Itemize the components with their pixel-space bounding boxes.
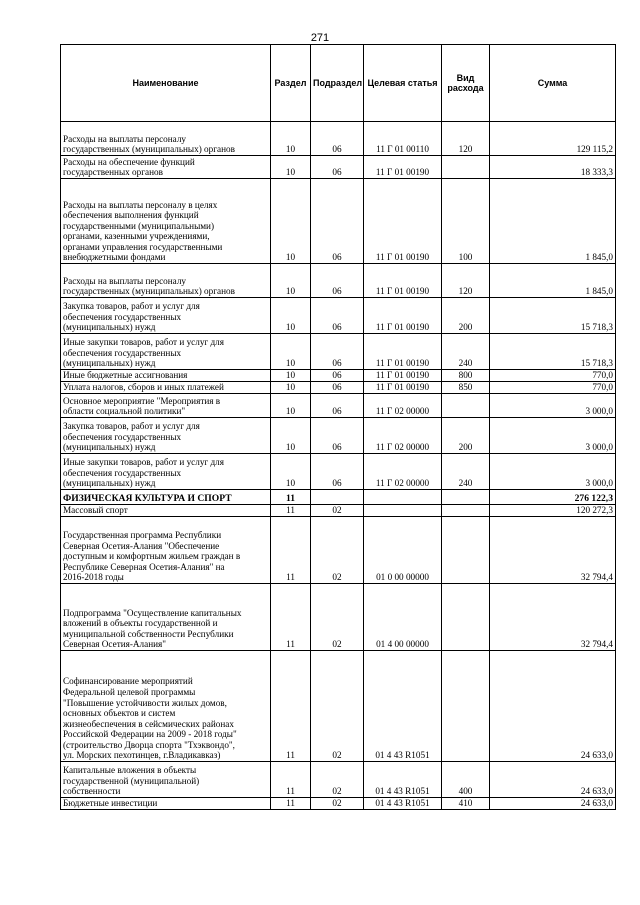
cell-target: 01 4 00 00000 — [364, 584, 442, 651]
cell-subsection: 02 — [311, 798, 364, 810]
header-expense-type: Вид расхода — [442, 45, 490, 122]
cell-sum: 24 633,0 — [490, 651, 616, 762]
cell-sum: 1 845,0 — [490, 179, 616, 264]
cell-name: ФИЗИЧЕСКАЯ КУЛЬТУРА И СПОРТ — [61, 490, 271, 505]
cell-sum: 120 272,3 — [490, 505, 616, 517]
cell-target: 11 Г 01 00190 — [364, 156, 442, 179]
cell-section: 11 — [271, 584, 311, 651]
cell-subsection: 06 — [311, 122, 364, 156]
cell-target: 01 0 00 00000 — [364, 517, 442, 584]
table-row — [61, 651, 616, 762]
cell-target: 11 Г 01 00110 — [364, 122, 442, 156]
cell-expense-type: 120 — [442, 264, 490, 298]
cell-subsection: 06 — [311, 418, 364, 454]
cell-subsection: 06 — [311, 264, 364, 298]
cell-sum: 32 794,4 — [490, 584, 616, 651]
cell-expense-type: 100 — [442, 179, 490, 264]
cell-expense-type: 240 — [442, 334, 490, 370]
cell-subsection: 02 — [311, 517, 364, 584]
cell-subsection: 06 — [311, 298, 364, 334]
table-row — [61, 394, 616, 418]
cell-target: 11 Г 02 00000 — [364, 418, 442, 454]
cell-name: Иные закупки товаров, работ и услуг для обеспечения государственных (муниципальных) нужд — [61, 334, 271, 370]
cell-expense-type: 410 — [442, 798, 490, 810]
table-row — [61, 122, 616, 156]
cell-sum: 32 794,4 — [490, 517, 616, 584]
cell-name: Бюджетные инвестиции — [61, 798, 271, 810]
cell-subsection: 06 — [311, 394, 364, 418]
cell-section: 10 — [271, 298, 311, 334]
cell-target: 11 Г 01 00190 — [364, 298, 442, 334]
table-row — [61, 382, 616, 394]
cell-sum: 3 000,0 — [490, 418, 616, 454]
cell-name: Массовый спорт — [61, 505, 271, 517]
cell-sum: 770,0 — [490, 370, 616, 382]
cell-expense-type: 850 — [442, 382, 490, 394]
cell-name: Софинансирование мероприятий Федеральной целевой программы "Повышение устойчивости жилых домов, основных объектов и систем жизнеобеспечения в сейсмических районах Российской Федерации на 2009 - 2018 годы" (строительство Дворца спорта "Тхэквондо", ул. Морских пехотинцев, г.Владикавказ) — [61, 651, 271, 762]
cell-name: Подпрограмма "Осуществление капитальных вложений в объекты государственной и муниципальной собственности Республики Северная Осетия-Алания" — [61, 584, 271, 651]
cell-section: 11 — [271, 798, 311, 810]
table-row — [61, 505, 616, 517]
cell-section: 10 — [271, 454, 311, 490]
cell-name: Расходы на выплаты персоналу государственных (муниципальных) органов — [61, 122, 271, 156]
cell-subsection: 02 — [311, 762, 364, 798]
cell-subsection: 02 — [311, 651, 364, 762]
cell-expense-type: 200 — [442, 418, 490, 454]
cell-expense-type — [442, 490, 490, 505]
header-subsection: Подраздел — [311, 45, 364, 122]
cell-section: 10 — [271, 418, 311, 454]
cell-subsection: 06 — [311, 454, 364, 490]
cell-sum: 24 633,0 — [490, 798, 616, 810]
cell-sum: 129 115,2 — [490, 122, 616, 156]
budget-table — [60, 44, 616, 810]
cell-section: 11 — [271, 490, 311, 505]
cell-target: 01 4 43 R1051 — [364, 798, 442, 810]
cell-subsection: 06 — [311, 179, 364, 264]
cell-sum: 18 333,3 — [490, 156, 616, 179]
cell-target: 11 Г 01 00190 — [364, 179, 442, 264]
cell-subsection: 02 — [311, 505, 364, 517]
cell-section: 10 — [271, 334, 311, 370]
cell-subsection: 02 — [311, 584, 364, 651]
cell-section: 10 — [271, 179, 311, 264]
header-target: Целевая статья — [364, 45, 442, 122]
cell-sum: 15 718,3 — [490, 334, 616, 370]
cell-subsection: 06 — [311, 382, 364, 394]
cell-expense-type: 800 — [442, 370, 490, 382]
cell-target — [364, 490, 442, 505]
cell-expense-type: 240 — [442, 454, 490, 490]
cell-section: 10 — [271, 122, 311, 156]
cell-expense-type: 400 — [442, 762, 490, 798]
table-row — [61, 490, 616, 505]
cell-subsection: 06 — [311, 334, 364, 370]
header-name: Наименование — [61, 45, 271, 122]
cell-expense-type — [442, 517, 490, 584]
cell-sum: 3 000,0 — [490, 454, 616, 490]
cell-expense-type — [442, 505, 490, 517]
cell-target: 11 Г 02 00000 — [364, 394, 442, 418]
cell-section: 11 — [271, 762, 311, 798]
cell-subsection: 06 — [311, 156, 364, 179]
table-row — [61, 370, 616, 382]
cell-target: 11 Г 01 00190 — [364, 370, 442, 382]
cell-sum: 276 122,3 — [490, 490, 616, 505]
table-row — [61, 334, 616, 370]
cell-name: Основное мероприятие "Мероприятия в области социальной политики" — [61, 394, 271, 418]
cell-target: 01 4 43 R1051 — [364, 762, 442, 798]
cell-target: 11 Г 01 00190 — [364, 382, 442, 394]
table-row — [61, 298, 616, 334]
table-header-row — [61, 45, 616, 122]
cell-section: 10 — [271, 370, 311, 382]
cell-subsection — [311, 490, 364, 505]
cell-expense-type: 200 — [442, 298, 490, 334]
cell-target: 01 4 43 R1051 — [364, 651, 442, 762]
header-section: Раздел — [271, 45, 311, 122]
cell-name: Уплата налогов, сборов и иных платежей — [61, 382, 271, 394]
table-row — [61, 454, 616, 490]
cell-section: 11 — [271, 505, 311, 517]
cell-section: 11 — [271, 517, 311, 584]
cell-section: 10 — [271, 156, 311, 179]
cell-expense-type — [442, 156, 490, 179]
table-row — [61, 418, 616, 454]
cell-expense-type — [442, 651, 490, 762]
cell-target: 11 Г 02 00000 — [364, 454, 442, 490]
cell-expense-type — [442, 394, 490, 418]
header-sum: Сумма — [490, 45, 616, 122]
cell-name: Расходы на обеспечение функций государственных органов — [61, 156, 271, 179]
cell-section: 10 — [271, 394, 311, 418]
cell-target — [364, 505, 442, 517]
cell-section: 10 — [271, 264, 311, 298]
cell-sum: 24 633,0 — [490, 762, 616, 798]
cell-section: 10 — [271, 382, 311, 394]
cell-subsection: 06 — [311, 370, 364, 382]
table-row — [61, 264, 616, 298]
cell-name: Капитальные вложения в объекты государственной (муниципальной) собственности — [61, 762, 271, 798]
cell-sum: 3 000,0 — [490, 394, 616, 418]
cell-sum: 770,0 — [490, 382, 616, 394]
table-row — [61, 762, 616, 798]
cell-name: Иные закупки товаров, работ и услуг для обеспечения государственных (муниципальных) нужд — [61, 454, 271, 490]
cell-name: Расходы на выплаты персоналу в целях обеспечения выполнения функций государственными (муниципальными) органами, казенными учреждениями, органами управления государственными внебюджетными фондами — [61, 179, 271, 264]
cell-name: Иные бюджетные ассигнования — [61, 370, 271, 382]
cell-expense-type: 120 — [442, 122, 490, 156]
table-row — [61, 156, 616, 179]
cell-sum: 1 845,0 — [490, 264, 616, 298]
cell-target: 11 Г 01 00190 — [364, 334, 442, 370]
table-row — [61, 584, 616, 651]
cell-name: Закупка товаров, работ и услуг для обеспечения государственных (муниципальных) нужд — [61, 298, 271, 334]
cell-section: 11 — [271, 651, 311, 762]
cell-name: Государственная программа Республики Северная Осетия-Алания "Обеспечение доступным и комфортным жильем граждан в Республике Северная Осетия-Алания" на 2016-2018 годы — [61, 517, 271, 584]
table-row — [61, 179, 616, 264]
page-number: 271 — [310, 32, 330, 44]
cell-expense-type — [442, 584, 490, 651]
cell-name: Расходы на выплаты персоналу государственных (муниципальных) органов — [61, 264, 271, 298]
table-row — [61, 517, 616, 584]
cell-name: Закупка товаров, работ и услуг для обеспечения государственных (муниципальных) нужд — [61, 418, 271, 454]
cell-sum: 15 718,3 — [490, 298, 616, 334]
cell-target: 11 Г 01 00190 — [364, 264, 442, 298]
table-row — [61, 798, 616, 810]
